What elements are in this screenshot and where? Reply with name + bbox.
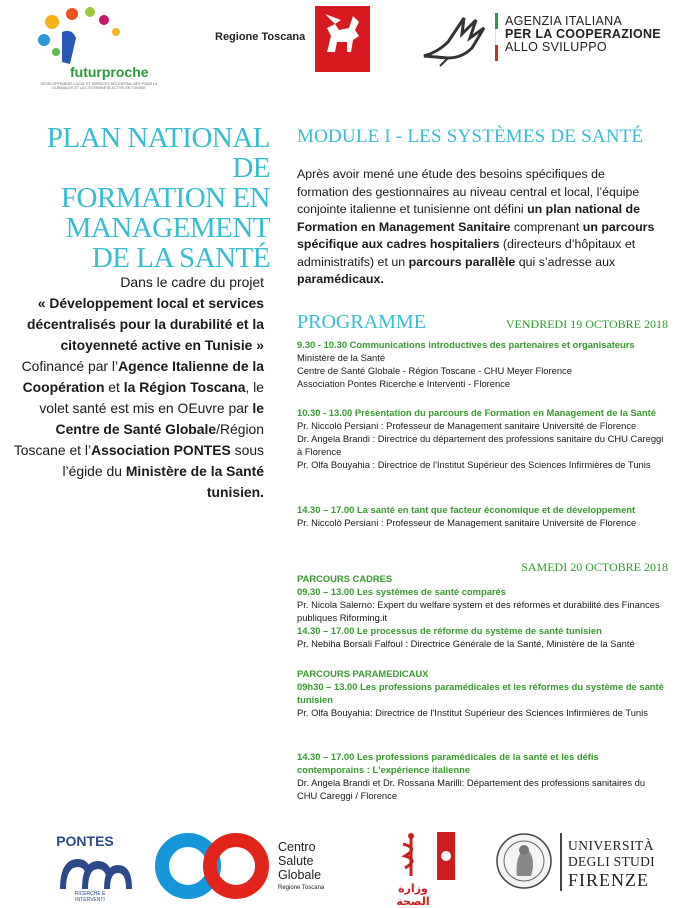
csg-line: Globale [278,868,322,882]
pontes-logo [50,833,134,901]
caduceus-flag-icon [383,830,457,882]
futurproche-logo [32,2,158,94]
main-title-line: DE LA SANTÉ [91,242,270,274]
session-heading: 14.30 – 17.00 La santé en tant que facteur économique et de développement [297,504,636,515]
track-title: PARCOURS PARAMEDICAUX [297,668,429,679]
module-intro [297,166,657,289]
text-run: Après avoir mené une étude des besoins spécifiques de formation des gestionnaires au niveau central et local, l’équipe conjointe italienne et tunisienne ont défini [297,167,640,216]
session-line: Pr. Niccolò Persiani : Professeur de Management sanitaire Université de Florence [297,517,637,528]
text-run: Association PONTES [91,442,231,458]
parcours-cadres [297,572,665,650]
project-intro: Dans le cadre du projet [120,274,264,290]
text-run: qui s’adresse aux [515,254,616,269]
unifi-text [568,838,655,890]
main-title [10,123,270,273]
unifi-line: DEGLI STUDI [568,854,655,869]
text-run: le Centre de Santé Globale [55,400,264,437]
italian-flag-bar-icon [495,13,498,61]
project-description [12,272,264,503]
session-line: Pr. Niccolò Persiani : Professeur de Management sanitaire Université de Florence [297,420,637,431]
text-run: parcours parallèle [408,254,516,269]
session-heading: 09.30 – 13.00 Les systèmes de santé comparés [297,586,506,597]
dove-icon [418,12,490,68]
project-funding [12,356,264,503]
session-line: Dr. Angela Brandi et Dr. Rossana Marilli: Département des professions sanitaires du CHU Careggi / Florence [297,777,646,801]
text-run: sous l’égide du [62,442,264,479]
main-title-line: MANAGEMENT [65,212,270,244]
session-block [297,503,665,529]
session-heading: 14.30 – 17.00 Le processus de réforme du système de santé tunisien [297,625,602,636]
session-block [297,750,665,802]
session-line: Association Pontes Ricerche e Interventi - Florence [297,378,511,389]
module-title: MODULE I - LES SYSTÈMES DE SANTÉ [297,126,644,147]
project-name: « Développement local et services décentralisés pour la durabilité et la citoyenneté active en Tunisie » [27,295,264,353]
unifi-line: UNIVERSITÀ [568,838,654,853]
text-run: (directeurs d’hôpitaux et administratifs) et un [297,237,636,269]
aics-line-2: PER LA COOPERAZIONE [505,27,661,41]
csg-line: Centro [278,840,316,854]
text-run: comprenant [510,219,583,234]
futurproche-tagline: DÉVELOPPEMENT LOCAL ET SERVICES DÉCENTRALISÉS POUR LA DURABILITÉ ET LA CITOYENNETÉ ACTIVE EN TUNISIE [40,82,158,90]
text-run: un plan national de Formation en Management Sanitaire [297,202,640,234]
text-run: paramédicaux. [297,272,384,286]
parcours-paramedicaux [297,667,665,719]
text-run: Agence Italienne de la Coopération [22,358,264,395]
text-run: Cofinancé par l’ [21,358,119,374]
ministry-arabic-name: وزارة الصحة [396,882,430,908]
text-run: , le volet santé est mis en OEuvre par [39,379,264,416]
centro-salute-globale-rings-icon [154,832,272,900]
pontes-title: PONTES [56,833,114,849]
aics-line-1: AGENZIA ITALIANA [505,14,623,28]
text-run: la Région Toscana [123,379,246,395]
session-line: Pr. Nicola Salerno: Expert du welfare system et des réformes et durabilité des Finances publiques Riforming.it [297,599,660,623]
regione-toscana-label: Regione Toscana [215,31,306,43]
unifi-divider [560,833,562,891]
centro-salute-globale-text [278,840,321,882]
text-run: et [104,379,124,395]
main-title-line: PLAN NATIONAL DE [46,122,270,184]
text-run: Ministère de la Santé tunisien. [125,463,264,500]
text-run: /Région Toscane et l’ [13,421,264,458]
aics-logo-text [505,15,661,54]
futurproche-name: futurproche [70,64,149,80]
session-line: Pr. Olfa Bouyahia : Directrice de l'Institut Supérieur des Sciences Infirmières de Tunis [297,459,651,470]
session-block [297,338,665,390]
unifi-line: FIRENZE [568,870,649,890]
session-heading: 14.30 – 17.00 Les professions paramédicales de la santé et les défis contemporains : L'expérience italienne [297,751,599,775]
day2-date: SAMEDI 20 OCTOBRE 2018 [521,560,668,574]
unifi-seal-icon [495,832,553,890]
pegasus-flag-icon [315,6,370,72]
csg-line: Salute [278,854,314,868]
session-line: Centre de Santé Globale - Région Toscane - CHU Meyer Florence [297,365,572,376]
day1-date: VENDREDI 19 OCTOBRE 2018 [505,317,668,331]
session-block [297,406,665,471]
programme-title: PROGRAMME [297,311,426,333]
pontes-arches-icon [60,851,144,891]
session-heading: 10.30 - 13.00 Présentation du parcours de Formation en Management de la Santé [297,407,656,418]
aics-line-3: ALLO SVILUPPO [505,40,607,54]
track-title: PARCOURS CADRES [297,573,393,584]
main-title-line: FORMATION EN [60,182,270,214]
session-line: Pr. Olfa Bouyahia: Directrice de l'Institut Supérieur des Sciences Infirmières de Tunis [297,707,648,718]
session-heading: 9.30 - 10.30 Communications introductives des partenaires et organisateurs [297,339,635,350]
text-run: un parcours spécifique aux cadres hospitaliers [297,219,655,251]
pontes-subtitle: RICERCHE E INTERVENTI [74,891,106,903]
session-line: Ministère de la Santé [297,352,386,363]
csg-subtitle: Regione Toscana [278,885,325,891]
session-line: Pr. Nebiha Borsali Falfoul : Directrice Générale de la Santé, Ministère de la Santé [297,638,635,649]
ministry-health-logo [383,830,457,908]
session-line: Dr. Angela Brandi : Directrice du département des professions sanitaire du CHU Careggi à Florence [297,433,664,457]
session-heading: 09h30 – 13.00 Les professions paramédicales et les réformes du système de santé tunisien [297,681,664,705]
futurproche-emblem-icon [32,2,152,72]
